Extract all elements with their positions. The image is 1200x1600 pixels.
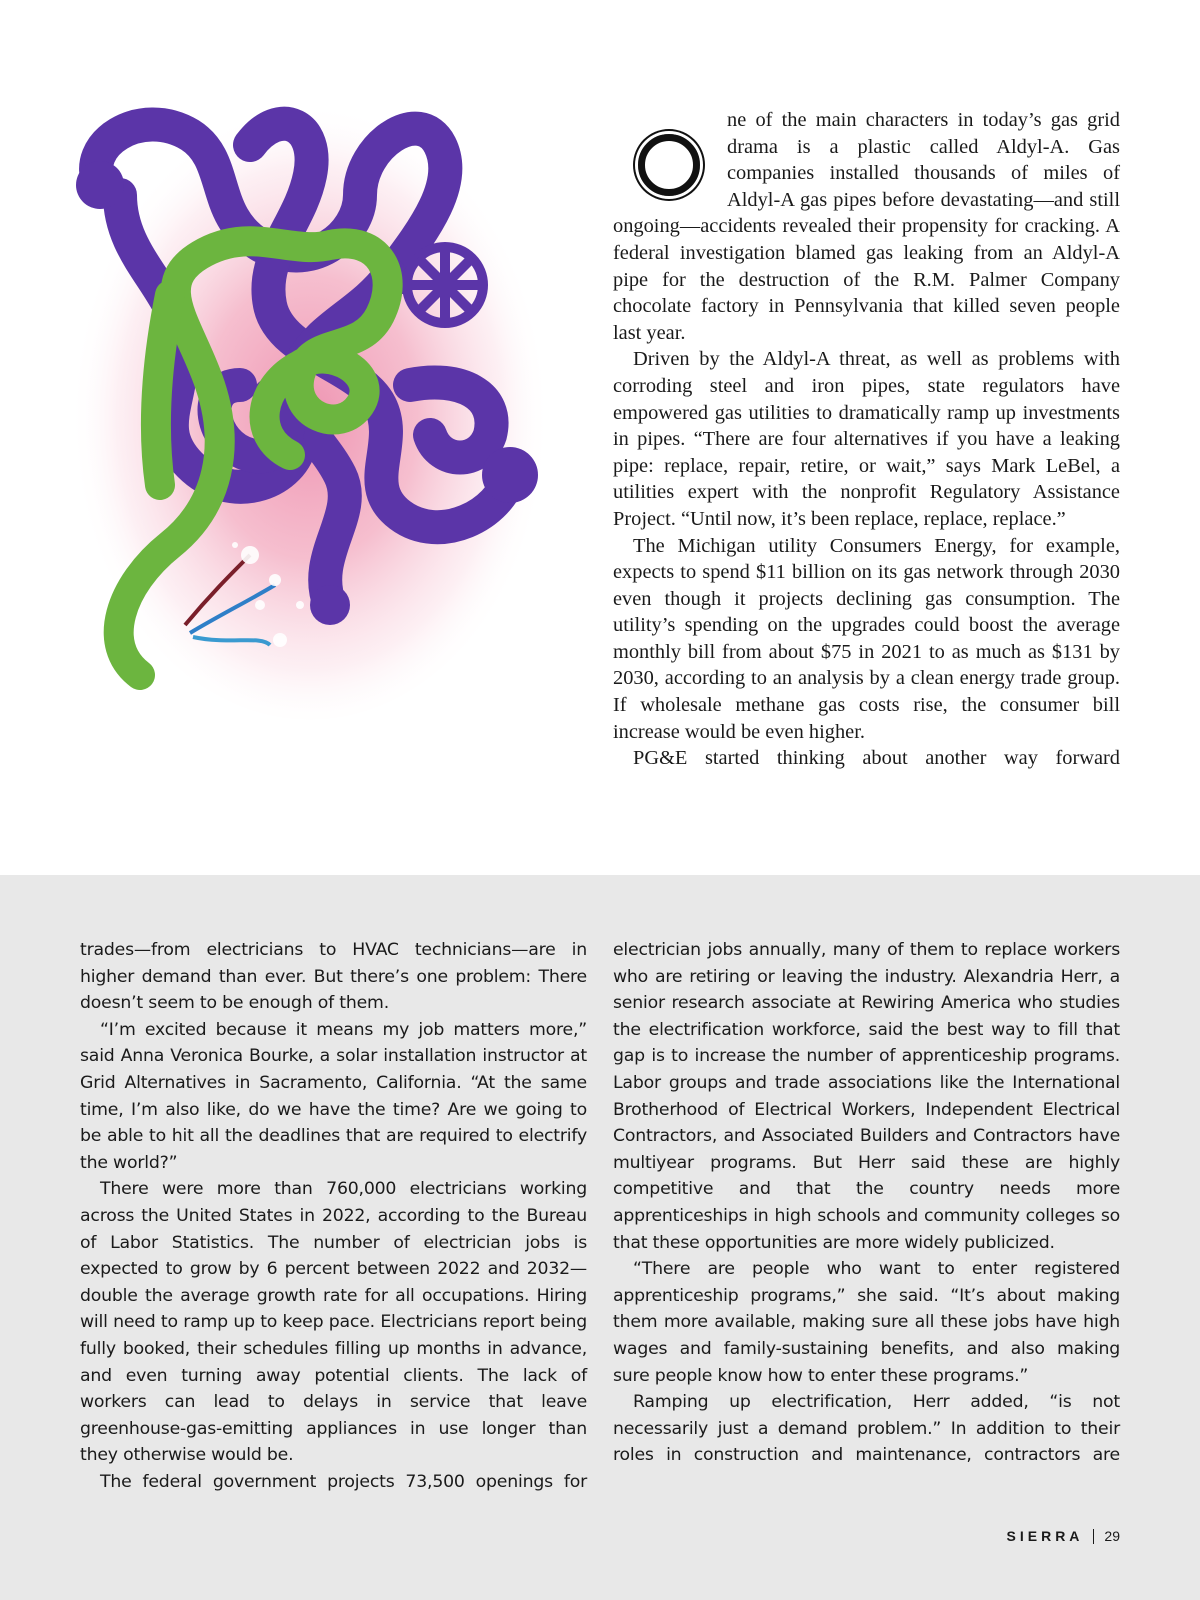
magazine-name: SIERRA bbox=[1006, 1528, 1084, 1544]
pipe-flange bbox=[310, 585, 350, 625]
intro-paragraph-3: The Michigan utility Consumers Energy, for example, expects to spend $11 billion on its gas network through 2030 even though it projects declining gas consumption. The utility’s spending on the upgrades could boost the average monthly bill from about $75 in 2021 to as much as $131 by 2030, according to an analysis by a clean energy trade group. If wholesale methane gas costs rise, the consumer bill increase would be even higher. bbox=[613, 534, 1120, 743]
left-paragraph-4: The federal government projects 73,500 openings for bbox=[100, 1471, 587, 1492]
article-intro-column bbox=[613, 107, 1120, 772]
page-footer bbox=[1007, 1528, 1120, 1544]
article-right-column bbox=[613, 937, 1120, 1469]
right-paragraph-3: Ramping up electrification, Herr added, “is not necessarily just a demand problem.” In addition to their roles in construction and maintenance, contractors are bbox=[613, 1392, 1120, 1466]
dropcap-letter bbox=[613, 107, 614, 108]
dropcap-ring bbox=[638, 134, 700, 196]
page-number: 29 bbox=[1104, 1528, 1120, 1544]
article-left-column bbox=[80, 937, 587, 1495]
footer-divider bbox=[1093, 1529, 1094, 1544]
left-paragraph-3: There were more than 760,000 electricians working across the United States in 2022, according to the Bureau of Labor Statistics. The number of electrician jobs is expected to grow by 6 percent between 2022 and 2032—double the average growth rate for all occupations. Hiring will need to ramp up to keep pace. Electricians report being fully booked, their schedules filling up months in advance, and even turning away potential clients. The lack of workers can lead to delays in service that leave greenhouse-gas-emitting appliances in use longer than they otherwise would be. bbox=[80, 1179, 587, 1466]
intro-paragraph-1 bbox=[613, 107, 1120, 346]
intro-paragraph-1-text: ne of the main characters in today’s gas grid drama is a plastic called Aldyl-A. Gas companies installed thousands of miles of Aldyl-A gas pipes before devastating—and still ongoing—accidents revealed their propensity for cracking. A federal investigation blamed gas leaking from an Aldyl-A pipe for the destruction of the R.M. Palmer Company chocolate factory in Pennsylvania that killed seven people last year. bbox=[613, 109, 1120, 344]
dropcap bbox=[613, 107, 727, 211]
right-paragraph-1: electrician jobs annually, many of them to replace workers who are retiring or leaving the industry. Alexandria Herr, a senior research associate at Rewiring America who studies the electrification workforce, said the best way to fill that gap is to increase the number of apprenticeship programs. Labor groups and trade associations like the International Brotherhood of Electrical Workers, Independent Electrical Contractors, and Associated Builders and Contractors have multiyear programs. But Herr said these are highly competitive and that the country needs more apprenticeships in high schools and community colleges so that these opportunities are more widely publicized. bbox=[613, 940, 1120, 1253]
intro-paragraph-4: PG&E started thinking about another way forward bbox=[633, 747, 1120, 770]
pipe-flange bbox=[76, 161, 124, 209]
tangled-pipes-illustration bbox=[60, 85, 560, 725]
right-paragraph-2: “There are people who want to enter registered apprenticeship programs,” she said. “It’s about making them more available, making sure all these jobs have high wages and family-sustaining benefits, and also making sure people know how to enter these programs.” bbox=[613, 1259, 1120, 1386]
left-paragraph-2: “I’m excited because it means my job matters more,” said Anna Veronica Bourke, a solar installation instructor at Grid Alternatives in Sacramento, California. “At the same time, I’m also like, do we have the time? Are we going to be able to hit all the deadlines that are required to electrify the world?” bbox=[80, 1019, 587, 1173]
intro-paragraph-2: Driven by the Aldyl-A threat, as well as problems with corroding steel and iron pipes, state regulators have empowered gas utilities to dramatically ramp up investments in pipes. “There are four alternatives if you have a leaking pipe: replace, repair, retire, or wait,” says Mark LeBel, a utilities expert with the nonprofit Regulatory Assistance Project. “Until now, it’s been replace, replace, replace.” bbox=[613, 348, 1120, 530]
pipe-flange bbox=[482, 447, 538, 503]
green-pipe bbox=[156, 295, 170, 485]
left-paragraph-1: trades—from electricians to HVAC technicians—are in higher demand than ever. But there’s one problem: There doesn’t seem to be enough of them. bbox=[80, 940, 587, 1014]
